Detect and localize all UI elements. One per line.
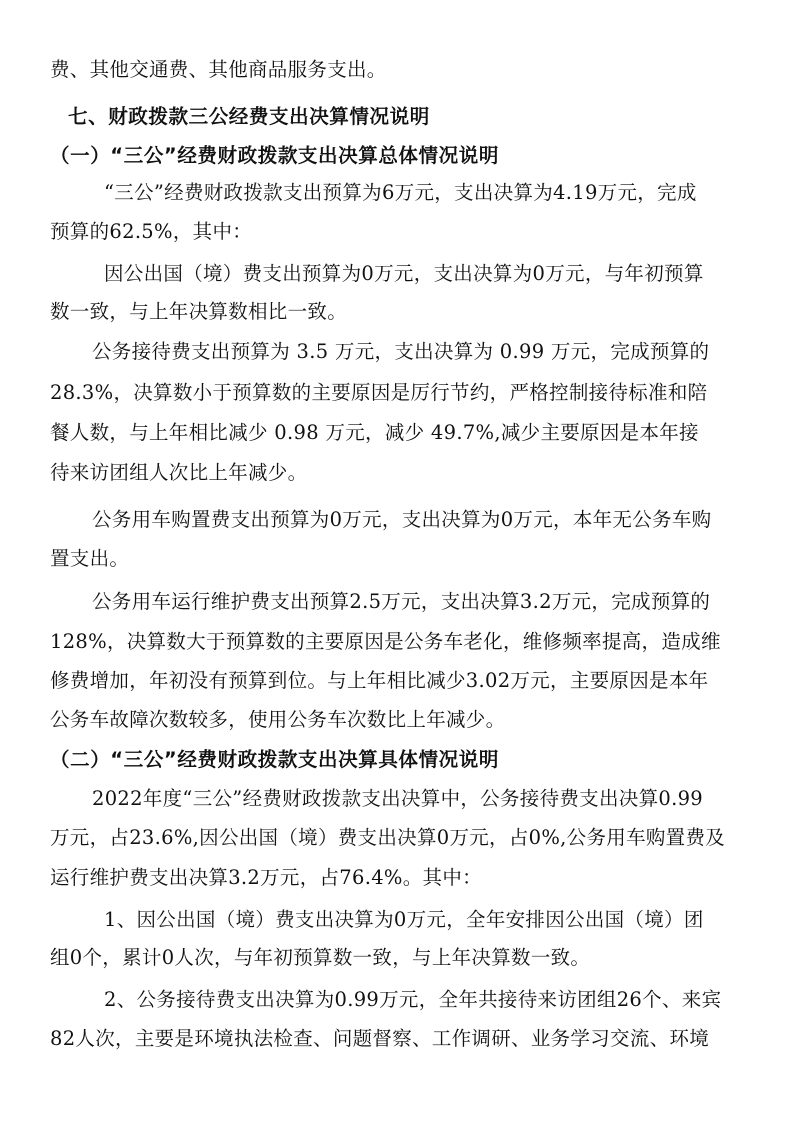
body-text-line: 因公出国（境）费支出预算为0万元，支出决算为0万元，与年初预算: [104, 262, 704, 285]
body-text-line: 预算的62.5%，其中：: [50, 220, 253, 243]
body-text-line: 待来访团组人次比上年减少。: [50, 461, 308, 484]
body-text-line: 修费增加，年初没有预算到位。与上年相比减少3.02万元，主要原因是本年: [50, 669, 709, 692]
body-text-line: 餐人数，与上年相比减少 0.98 万元，减少 49.7%,减少主要原因是本年接: [50, 421, 699, 444]
body-text-line: 2022年度“三公”经费财政拨款支出决算中，公务接待费支出决算0.99: [92, 787, 703, 810]
body-text-line: 公务用车购置费支出预算为0万元，支出决算为0万元，本年无公务车购: [92, 508, 712, 531]
body-text-line: 1、因公出国（境）费支出决算为0万元，全年安排因公出国（境）团: [104, 908, 704, 931]
subsection-heading: （二）“三公”经费财政拨款支出决算具体情况说明: [50, 748, 499, 771]
body-text-line: 公务接待费支出预算为 3.5 万元，支出决算为 0.99 万元，完成预算的: [92, 340, 710, 363]
subsection-heading: （一）“三公”经费财政拨款支出决算总体情况说明: [50, 144, 499, 167]
body-text-line: 28.3%，决算数小于预算数的主要原因是厉行节约，严格控制接待标准和陪: [50, 381, 708, 404]
body-text-line: 2、公务接待费支出决算为0.99万元，全年共接待来访团组26个、来宾: [104, 988, 722, 1011]
body-text-line: 费、其他交通费、其他商品服务支出。: [50, 58, 387, 81]
body-text-line: 万元，占23.6%,因公出国（境）费支出决算0万元，占0%,公务用车购置费及: [50, 826, 726, 849]
section-heading: 七、财政拨款三公经费支出决算情况说明: [68, 105, 430, 128]
body-text-line: 公务用车运行维护费支出预算2.5万元，支出决算3.2万元，完成预算的: [92, 590, 711, 613]
body-text-line: 组0个，累计0人次，与年初预算数一致，与上年决算数一致。: [50, 946, 591, 969]
body-text-line: 置支出。: [50, 547, 130, 570]
body-text-line: “三公”经费财政拨款支出预算为6万元，支出决算为4.19万元，完成: [104, 181, 697, 204]
body-text-line: 运行维护费支出决算3.2万元，占76.4%。其中：: [50, 866, 482, 889]
body-text-line: 公务车故障次数较多，使用公务车次数比上年减少。: [50, 708, 506, 731]
body-text-line: 128%，决算数大于预算数的主要原因是公务车老化，维修频率提高，造成维: [50, 630, 721, 653]
body-text-line: 数一致，与上年决算数相比一致。: [50, 300, 348, 323]
body-text-line: 82人次，主要是环境执法检查、问题督察、工作调研、业务学习交流、环境: [50, 1027, 710, 1050]
